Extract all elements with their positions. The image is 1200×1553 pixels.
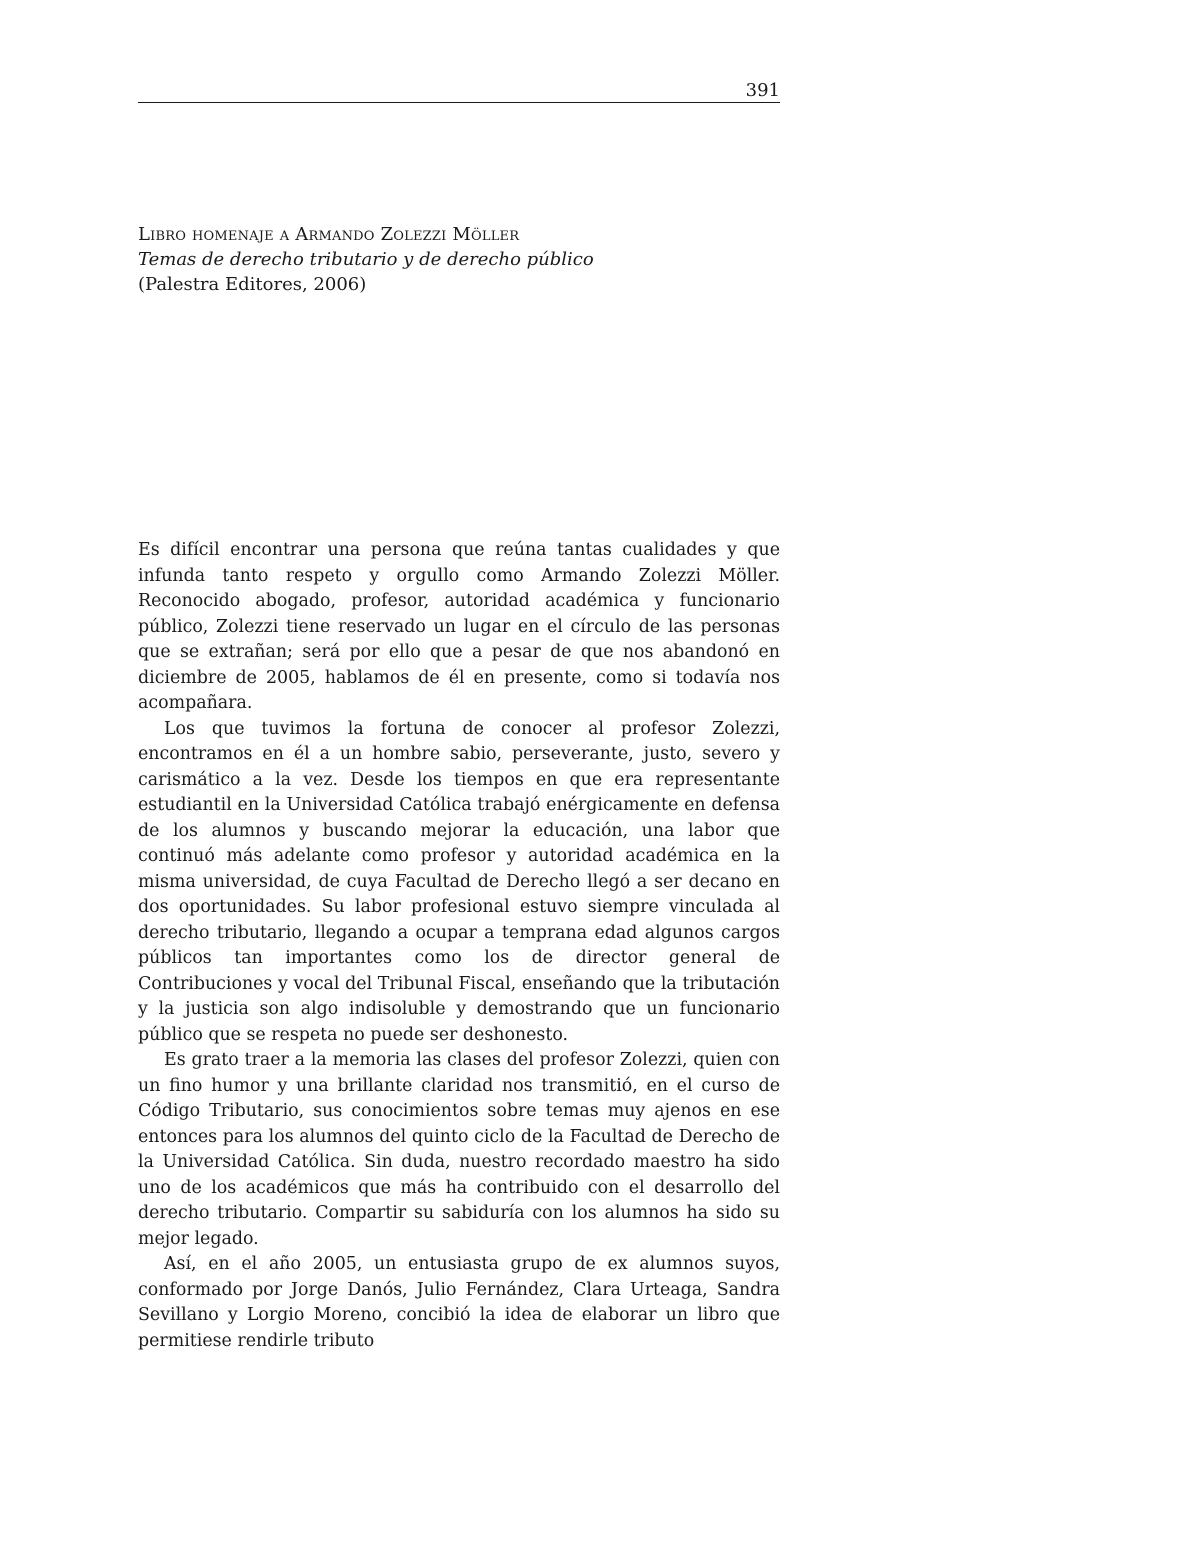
paragraph: Es difícil encontrar una persona que reúna tantas cualidades y que infunda tanto respeto y orgullo como Armando Zolezzi Möller. Reconocido abogado, profesor, autoridad académica y funcionario público, Zolezzi tiene reservado un lugar en el círculo de las personas que se extrañan; será por ello que a pesar de que nos abandonó en diciembre de 2005, hablamos de él en presente, como si todavía nos acompañara.: [138, 540, 780, 713]
page-number: 391: [745, 80, 780, 101]
book-reference: [138, 222, 780, 297]
body-text: [138, 538, 780, 1354]
book-publisher: (Palestra Editores, 2006): [138, 274, 367, 295]
paragraph: Así, en el año 2005, un entusiasta grupo de ex alumnos suyos, conformado por Jorge Danós, Julio Fernández, Clara Urteaga, Sandra Sevillano y Lorgio Moreno, concibió la idea de elaborar un libro que permitiese rendirle tributo: [138, 1254, 780, 1351]
book-subtitle: Temas de derecho tributario y de derecho público: [138, 249, 594, 270]
header-rule: [138, 102, 780, 103]
paragraph: Es grato traer a la memoria las clases del profesor Zolezzi, quien con un fino humor y una brillante claridad nos transmitió, en el curso de Código Tributario, sus conocimientos sobre temas muy ajenos en ese entonces para los alumnos del quinto ciclo de la Facultad de Derecho de la Universidad Católica. Sin duda, nuestro recordado maestro ha sido uno de los académicos que más ha contribuido con el desarrollo del derecho tributario. Compartir su sabiduría con los alumnos ha sido su mejor legado.: [138, 1050, 780, 1249]
paragraph: Los que tuvimos la fortuna de conocer al profesor Zolezzi, encontramos en él a un hombre sabio, perseverante, justo, severo y carismático a la vez. Desde los tiempos en que era representante estudiantil en la Universidad Católica trabajó enérgicamente en defensa de los alumnos y buscando mejorar la educación, una labor que continuó más adelante como profesor y autoridad académica en la misma universidad, de cuya Facultad de Derecho llegó a ser decano en dos oportunidades. Su labor profesional estuvo siempre vinculada al derecho tributario, llegando a ocupar a temprana edad algunos cargos públicos tan importantes como los de director general de Contribuciones y vocal del Tribunal Fiscal, enseñando que la tributación y la justicia son algo indisoluble y demostrando que un funcionario público que se respeta no puede ser deshonesto.: [138, 718, 780, 1045]
book-title: Libro homenaje a Armando Zolezzi Möller: [138, 224, 520, 245]
